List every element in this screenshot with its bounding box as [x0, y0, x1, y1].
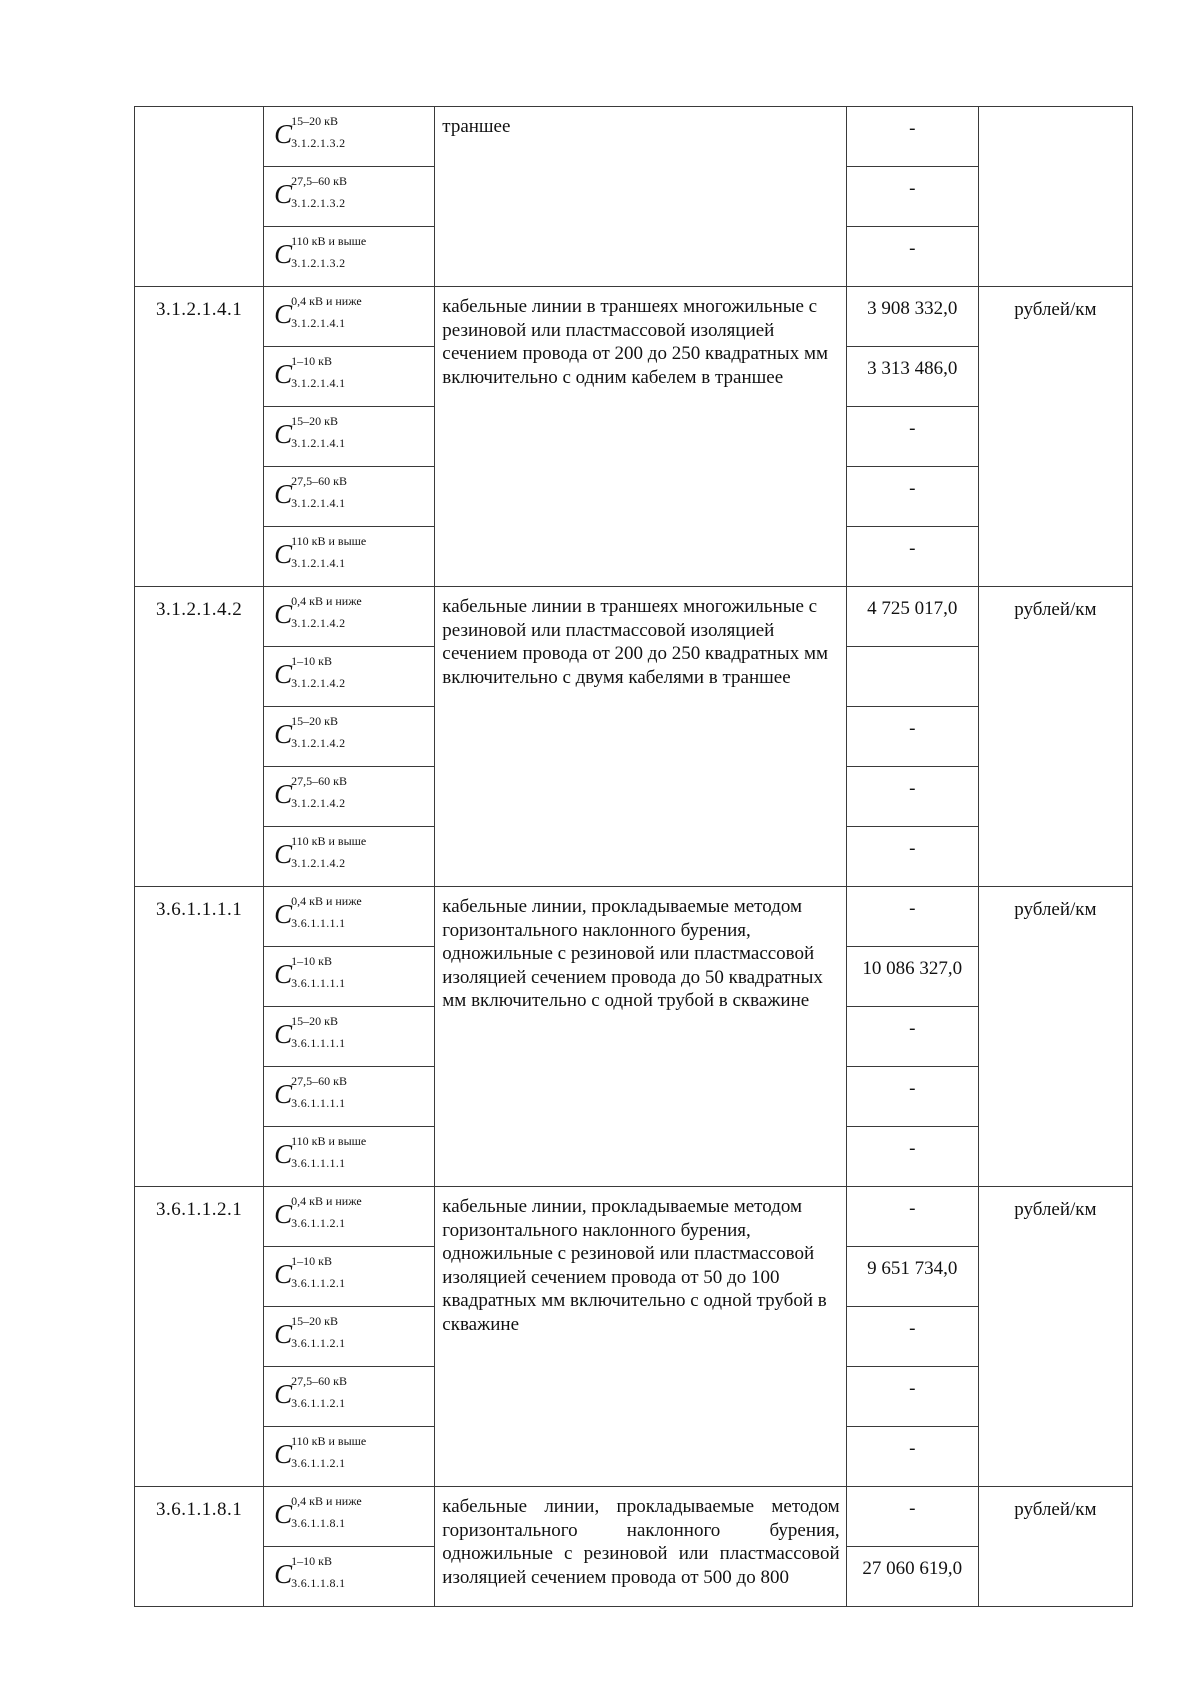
rate-symbol: C 110 кВ и выше 3.1.2.1.4.1 [264, 527, 435, 587]
rate-symbol: C 15–20 кВ 3.6.1.1.2.1 [264, 1307, 435, 1367]
table-row [135, 287, 1133, 347]
item-code: 3.6.1.1.1.1 [135, 887, 264, 1187]
rate-symbol: C 0,4 кВ и ниже 3.6.1.1.8.1 [264, 1487, 435, 1547]
rate-symbol: C 27,5–60 кВ 3.6.1.1.2.1 [264, 1367, 435, 1427]
rate-value: - [846, 167, 978, 227]
rate-value: - [846, 1307, 978, 1367]
rate-value: 9 651 734,0 [846, 1247, 978, 1307]
rate-value: - [846, 227, 978, 287]
rate-symbol: C 0,4 кВ и ниже 3.6.1.1.1.1 [264, 887, 435, 947]
rate-value: - [846, 107, 978, 167]
rate-symbol: C 110 кВ и выше 3.6.1.1.1.1 [264, 1127, 435, 1187]
rate-value: - [846, 767, 978, 827]
rate-value [846, 647, 978, 707]
table-row [135, 887, 1133, 947]
rate-value: - [846, 1187, 978, 1247]
item-code: 3.6.1.1.8.1 [135, 1487, 264, 1607]
item-description: кабельные линии, прокладываемые методом горизонтального наклонного бурения, одножильные с резиновой или пластмассовой изоляцией сечением провода до 50 квадратных мм включительно с одной трубой в скважине [435, 887, 846, 1187]
item-description: кабельные линии, прокладываемые методом горизонтального наклонного бурения, одножильные с резиновой или пластмассовой изоляцией сечением провода от 50 до 100 квадратных мм включительно с одной трубой в скважине [435, 1187, 846, 1487]
rate-symbol: C 110 кВ и выше 3.1.2.1.3.2 [264, 227, 435, 287]
unit: рублей/км [978, 887, 1132, 1187]
item-code [135, 107, 264, 287]
table-row [135, 107, 1133, 167]
rate-value: - [846, 1487, 978, 1547]
rate-value: - [846, 827, 978, 887]
unit: рублей/км [978, 1187, 1132, 1487]
item-code: 3.6.1.1.2.1 [135, 1187, 264, 1487]
rate-value: - [846, 1427, 978, 1487]
item-code: 3.1.2.1.4.2 [135, 587, 264, 887]
rate-value: - [846, 467, 978, 527]
rate-symbol: C 1–10 кВ 3.6.1.1.8.1 [264, 1547, 435, 1607]
rate-symbol: C 15–20 кВ 3.1.2.1.4.2 [264, 707, 435, 767]
rate-symbol: C 15–20 кВ 3.6.1.1.1.1 [264, 1007, 435, 1067]
rate-value: - [846, 707, 978, 767]
rate-symbol: C 27,5–60 кВ 3.6.1.1.1.1 [264, 1067, 435, 1127]
rate-value: 3 313 486,0 [846, 347, 978, 407]
item-description: траншее [435, 107, 846, 287]
rate-value: 27 060 619,0 [846, 1547, 978, 1607]
rate-value: - [846, 527, 978, 587]
rate-symbol: C 27,5–60 кВ 3.1.2.1.4.2 [264, 767, 435, 827]
rate-value: - [846, 887, 978, 947]
rate-symbol: C 1–10 кВ 3.6.1.1.1.1 [264, 947, 435, 1007]
rate-symbol: C 0,4 кВ и ниже 3.1.2.1.4.1 [264, 287, 435, 347]
table-row [135, 587, 1133, 647]
table-row [135, 1187, 1133, 1247]
rate-value: - [846, 1007, 978, 1067]
rate-value: 4 725 017,0 [846, 587, 978, 647]
rate-symbol: C 0,4 кВ и ниже 3.6.1.1.2.1 [264, 1187, 435, 1247]
rate-value: - [846, 1367, 978, 1427]
unit: рублей/км [978, 1487, 1132, 1607]
rate-symbol: C 1–10 кВ 3.6.1.1.2.1 [264, 1247, 435, 1307]
rate-symbol: C 15–20 кВ 3.1.2.1.3.2 [264, 107, 435, 167]
tariff-table [134, 106, 1133, 1607]
rate-value: - [846, 1127, 978, 1187]
rate-symbol: C 1–10 кВ 3.1.2.1.4.1 [264, 347, 435, 407]
item-code: 3.1.2.1.4.1 [135, 287, 264, 587]
table-row [135, 1487, 1133, 1547]
rate-symbol: C 27,5–60 кВ 3.1.2.1.3.2 [264, 167, 435, 227]
rate-value: - [846, 407, 978, 467]
rate-value: 3 908 332,0 [846, 287, 978, 347]
unit [978, 107, 1132, 287]
rate-symbol: C 15–20 кВ 3.1.2.1.4.1 [264, 407, 435, 467]
rate-symbol: C 1–10 кВ 3.1.2.1.4.2 [264, 647, 435, 707]
rate-symbol: C 110 кВ и выше 3.1.2.1.4.2 [264, 827, 435, 887]
rate-value: 10 086 327,0 [846, 947, 978, 1007]
item-description: кабельные линии в траншеях многожильные с резиновой или пластмассовой изоляцией сечением провода от 200 до 250 квадратных мм включительно с одним кабелем в траншее [435, 287, 846, 587]
unit: рублей/км [978, 587, 1132, 887]
item-description: кабельные линии, прокладываемые методом горизонтального наклонного бурения, одножильные с резиновой или пластмассовой изоляцией сечением провода от 500 до 800 [435, 1487, 846, 1607]
rate-symbol: C 0,4 кВ и ниже 3.1.2.1.4.2 [264, 587, 435, 647]
rate-symbol: C 27,5–60 кВ 3.1.2.1.4.1 [264, 467, 435, 527]
unit: рублей/км [978, 287, 1132, 587]
rate-symbol: C 110 кВ и выше 3.6.1.1.2.1 [264, 1427, 435, 1487]
item-description: кабельные линии в траншеях многожильные с резиновой или пластмассовой изоляцией сечением провода от 200 до 250 квадратных мм включительно с двумя кабелями в траншее [435, 587, 846, 887]
rate-value: - [846, 1067, 978, 1127]
